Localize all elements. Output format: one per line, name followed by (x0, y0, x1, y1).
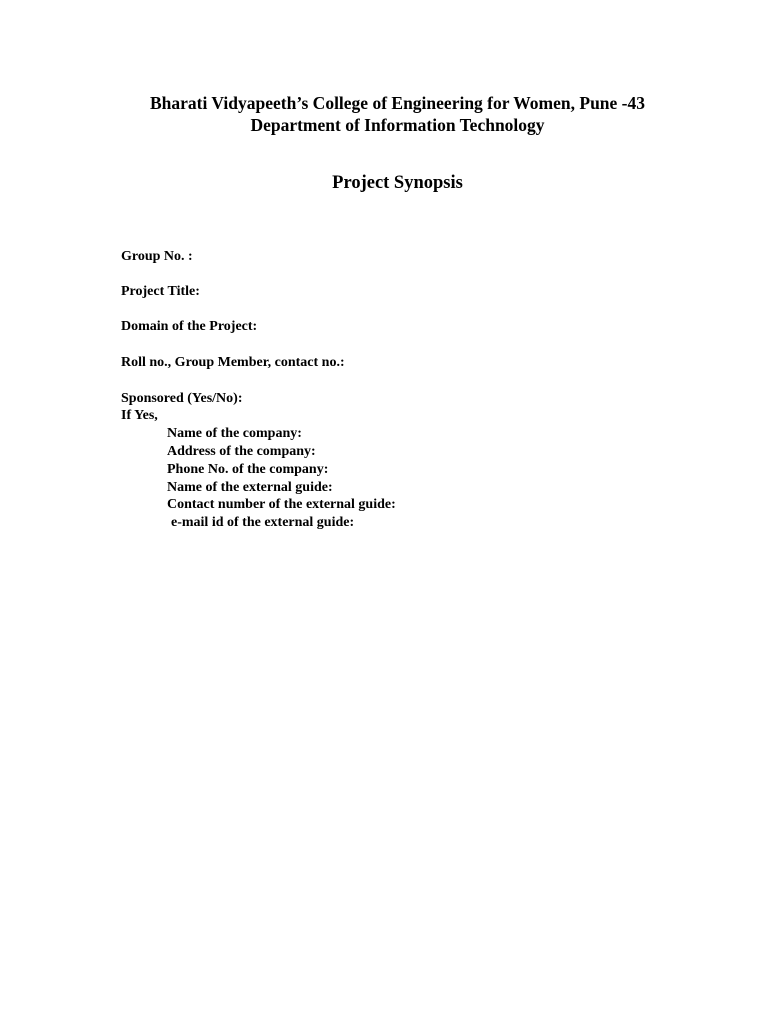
project-title-label: Project Title: (121, 284, 200, 299)
group-no-label: Group No. : (121, 249, 193, 264)
document-title: Project Synopsis (332, 173, 463, 193)
company-phone-label: Phone No. of the company: (167, 462, 329, 477)
sponsored-label: Sponsored (Yes/No): (121, 391, 243, 406)
college-name: Bharati Vidyapeeth’s College of Engineering for Women, Pune -43 (149, 93, 646, 113)
if-yes-label: If Yes, (121, 408, 158, 423)
project-domain-label: Domain of the Project: (121, 319, 258, 334)
group-members-label: Roll no., Group Member, contact no.: (121, 355, 345, 370)
external-guide-name-label: Name of the external guide: (167, 480, 333, 495)
company-address-label: Address of the company: (167, 444, 316, 459)
company-name-label: Name of the company: (167, 426, 302, 441)
external-guide-email-label: e-mail id of the external guide: (171, 515, 355, 530)
department-name: Department of Information Technology (250, 115, 545, 135)
document-header (0, 92, 768, 136)
external-guide-contact-label: Contact number of the external guide: (167, 497, 396, 512)
